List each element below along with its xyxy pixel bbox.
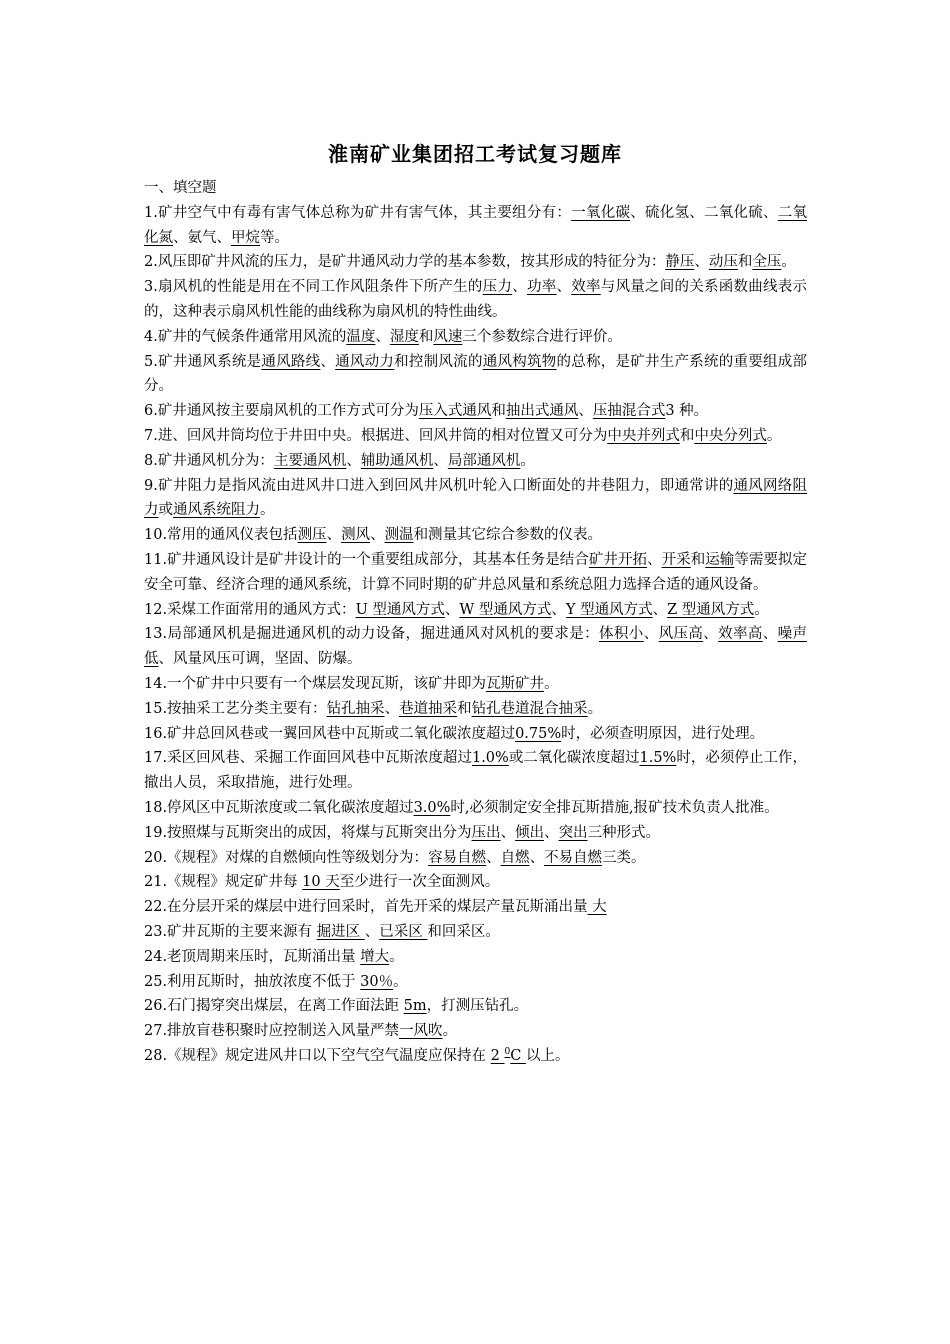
question-text: 5.矿井通风系统是 <box>144 353 262 370</box>
question-text: 、 <box>544 824 559 841</box>
answer-blank: 风速 <box>433 328 463 345</box>
question-item <box>144 275 807 325</box>
question-text: 。 <box>544 675 559 692</box>
question-text: 3.扇风机的性能是用在不同工作风阻条件下所产生的 <box>144 279 483 296</box>
question-text: 的总称，是矿井生产系统的重要组成部分。 <box>144 353 808 395</box>
question-text: 、 <box>433 452 448 469</box>
answer-blank: 矿井开拓 <box>588 551 648 568</box>
question-item <box>144 424 807 449</box>
answer-blank: 1.0% <box>471 750 509 767</box>
section-heading: 一、填空题 <box>144 180 217 196</box>
question-text: 时，必须查明原因，进行处理。 <box>561 725 765 742</box>
question-text: 以上。 <box>525 1047 570 1064</box>
answer-blank: 风压高 <box>658 626 704 643</box>
question-text: 、 <box>551 601 566 618</box>
question-item <box>144 672 807 697</box>
question-item <box>144 697 807 722</box>
answer-blank: 一风吹 <box>399 1023 443 1040</box>
question-item <box>144 870 807 895</box>
answer-blank: 压力 <box>482 279 513 296</box>
question-text: 14.一个矿井中只要有一个煤层发现瓦斯，该矿井即为 <box>144 675 487 692</box>
question-text: 和测量其它综合参数的仪表。 <box>413 527 603 544</box>
question-text: 、 <box>652 601 668 618</box>
answer-blank: 0.75% <box>515 725 562 742</box>
question-item <box>144 474 807 524</box>
question-text: 、 <box>346 452 361 469</box>
answer-blank: 已采区 <box>379 923 428 940</box>
question-item <box>144 325 807 350</box>
answer-blank: 测压 <box>297 527 327 544</box>
answer-blank: 温度 <box>346 328 376 345</box>
question-item <box>144 201 807 251</box>
question-item <box>144 350 807 400</box>
question-item <box>144 449 807 474</box>
question-text: 21.《规程》规定矿井每 <box>144 874 303 891</box>
question-text: 13.局部通风机是掘进通风机的动力设备，掘进通风对风机的要求是： <box>144 626 600 643</box>
question-text: 7.进、回风井筒均位于井田中央。根据进、回风井筒的相对位置又可分为 <box>144 427 608 444</box>
answer-blank: 容易自燃 <box>428 849 487 866</box>
question-text: 、 <box>370 527 385 544</box>
question-item <box>144 399 807 424</box>
answer-blank: W 型通风方式 <box>459 601 552 618</box>
question-text: 18.停风区中瓦斯浓度或二氧化碳浓度超过 <box>144 799 414 816</box>
question-text: 、 <box>529 849 545 866</box>
question-text: 24.老顶周期来压时，瓦斯涌出量 <box>144 948 361 965</box>
answer-blank: 自燃 <box>500 849 530 866</box>
question-text: ，打测压钻孔。 <box>426 998 529 1015</box>
answer-blank: 瓦斯矿井 <box>486 675 545 692</box>
question-text: 1.矿井空气中有毒有害气体总称为矿井有害气体，其主要组分有： <box>144 204 572 221</box>
answer-blank: 30％ <box>360 973 394 990</box>
question-text: 和 <box>679 427 695 444</box>
question-text: 。 <box>389 948 404 965</box>
question-text: 、风量风压可调，坚固、防爆。 <box>158 651 362 668</box>
question-text: 16.矿井总回风巷或一翼回风巷中瓦斯或二氧化碳浓度超过 <box>144 725 516 742</box>
question-text: 11.矿井通风设计是矿井设计的一个重要组成部分，其基本任务是结合 <box>144 551 589 568</box>
question-text: 等需要拟定安全可靠、经济合理的通风系统，计算不同时期的矿井总风量和系统总阻力选择合适的通风设备。 <box>144 551 808 593</box>
question-text: 、 <box>643 626 659 643</box>
answer-blank: 突出 <box>558 824 588 841</box>
question-text: 。 <box>766 427 782 444</box>
question-text: 20.《规程》对煤的自燃倾向性等级划分为： <box>144 849 429 866</box>
question-text: 28.《规程》规定进风井口以下空气空气温度应保持在 <box>144 1047 491 1064</box>
question-text: 22.在分层开采的煤层中进行回采时，首先开采的煤层产量瓦斯涌出量 <box>144 899 588 916</box>
question-item <box>144 920 807 945</box>
answer-blank: 中央分列式 <box>694 427 767 444</box>
question-text: 17.采区回风巷、采掘工作面回风巷中瓦斯浓度超过 <box>144 750 472 767</box>
question-text: 、 <box>375 328 390 345</box>
question-text: 、 <box>556 279 572 296</box>
question-text: 三个参数综合进行评价。 <box>462 328 622 345</box>
question-text: 。 <box>754 601 769 618</box>
question-item <box>144 1044 807 1069</box>
question-text: 。 <box>260 502 275 519</box>
question-item <box>144 598 807 623</box>
answer-blank: 0 <box>504 1047 511 1058</box>
question-text: 、 <box>578 403 593 420</box>
answer-blank: 1.5% <box>639 750 677 767</box>
question-text: 、 <box>444 601 460 618</box>
question-text: 。 <box>781 254 796 271</box>
question-text: 2.风压即矿井风流的压力，是矿井通风动力学的基本参数，按其形成的特征分为： <box>144 254 666 271</box>
question-text: 26.石门揭穿突出煤层，在离工作面法距 <box>144 998 404 1015</box>
answer-blank: 增大 <box>360 948 390 965</box>
question-text: 三类。 <box>602 849 646 866</box>
question-item <box>144 746 807 796</box>
answer-blank: 中央并列式 <box>607 427 680 444</box>
question-item <box>144 994 807 1019</box>
question-text: 27.排放盲巷积聚时应控制送入风量严禁 <box>144 1023 400 1040</box>
answer-blank: 2 <box>490 1047 505 1064</box>
question-text: 等。 <box>260 229 289 246</box>
question-text: 与风量之间的关系函数曲线表示的，这种表示扇风机性能的曲线称为扇风机的特性曲线。 <box>144 279 808 320</box>
question-text: 和 <box>737 254 753 271</box>
question-text: 、 <box>486 849 501 866</box>
answer-blank: 辅助通风机 <box>360 452 434 469</box>
question-text: 时,必须制定安全排瓦斯措施,报矿技术负责人批准。 <box>450 799 779 816</box>
question-text: 4.矿井的气候条件通常用风流的 <box>144 328 347 345</box>
question-text: 至少进行一次全面测风。 <box>339 874 500 891</box>
answer-blank: C <box>510 1047 526 1064</box>
question-text: 19.按照煤与瓦斯突出的成因，将煤与瓦斯突出分为 <box>144 824 472 841</box>
answer-blank: 通风网络阻力 <box>144 477 807 519</box>
answer-blank: 压出 <box>471 824 501 841</box>
question-text: 和 <box>690 551 706 568</box>
answer-blank: 压抽混合式 <box>592 403 666 420</box>
question-item <box>144 1019 807 1044</box>
answer-blank: 一氧化碳 <box>571 204 631 221</box>
answer-blank: 3.0% <box>413 799 451 816</box>
answer-blank: Z 型通风方式 <box>667 601 755 618</box>
answer-blank: 不易自燃 <box>544 849 603 866</box>
question-item <box>144 945 807 970</box>
question-text: 、 <box>647 551 662 568</box>
question-text: 。 <box>393 973 408 990</box>
question-item <box>144 895 807 920</box>
answer-blank: 噪声低 <box>144 626 808 668</box>
answer-blank: 动压 <box>708 254 738 271</box>
question-text: 12.采煤工作面常用的通风方式： <box>144 601 356 618</box>
question-item <box>144 796 807 821</box>
question-text: 25.利用瓦斯时，抽放浓度不低于 <box>144 973 361 990</box>
answer-blank: 5m <box>403 998 427 1015</box>
answer-blank: 10 天 <box>302 874 340 891</box>
answer-blank: 全压 <box>752 254 782 271</box>
question-text: 和 <box>418 328 434 345</box>
answer-blank: 通风系统阻力 <box>173 502 260 519</box>
question-item <box>144 722 807 747</box>
answer-blank: 大 <box>587 899 607 916</box>
question-text: 时，必须停止工作，撤出人员，采取措施，进行处理。 <box>144 750 808 792</box>
answer-blank: 二氧化氮 <box>144 204 808 246</box>
question-item <box>144 821 807 846</box>
question-text: 和控制风流的 <box>394 353 483 370</box>
answer-blank: 抽出式通风 <box>505 403 579 420</box>
question-text: 和回采区。 <box>427 923 500 940</box>
question-text: 6.矿井通风按主要扇风机的工作方式可分为 <box>144 403 419 420</box>
question-text: 。 <box>587 700 603 717</box>
question-text: 、 <box>500 824 516 841</box>
answer-blank: 开采 <box>661 551 691 568</box>
answer-blank: 测温 <box>384 527 414 544</box>
answer-blank: 倾出 <box>515 824 545 841</box>
answer-blank: 功率 <box>526 279 557 296</box>
question-text: 、硫化氢、二氧化硫、 <box>630 204 778 221</box>
answer-blank: 测风 <box>341 527 371 544</box>
answer-blank: 湿度 <box>389 328 419 345</box>
answer-blank: 静压 <box>665 254 695 271</box>
question-text: 、 <box>512 279 527 296</box>
answer-blank: 甲烷 <box>231 229 260 246</box>
answer-blank: U 型通风方式 <box>355 601 445 618</box>
question-list <box>144 201 807 1069</box>
answer-blank: 钻孔抽采 <box>326 700 385 717</box>
question-text: 3 种。 <box>665 403 709 420</box>
answer-blank: 主要通风机 <box>273 452 347 469</box>
answer-blank: 运输 <box>705 551 735 568</box>
answer-blank: 效率 <box>571 279 601 296</box>
answer-blank: 掘进区 <box>316 923 365 940</box>
question-item <box>144 548 807 598</box>
question-text: 三种形式。 <box>587 824 661 841</box>
question-text: 或 <box>158 502 173 519</box>
question-text: 、 <box>326 527 342 544</box>
answer-blank: 通风动力 <box>335 353 395 370</box>
answer-blank: 通风路线 <box>261 353 321 370</box>
question-text: 、 <box>703 626 719 643</box>
question-item <box>144 846 807 871</box>
answer-blank: 钻孔巷道混合抽采 <box>471 700 588 717</box>
question-text: 、氨气、 <box>173 229 231 246</box>
question-item <box>144 970 807 995</box>
question-text: 、 <box>384 700 400 717</box>
question-text: 或二氧化碳浓度超过 <box>508 750 640 767</box>
question-text: 15.按抽采工艺分类主要有： <box>144 700 327 717</box>
question-text: 和 <box>457 700 472 717</box>
question-item <box>144 250 807 275</box>
document-body <box>144 176 807 1069</box>
question-item <box>144 523 807 548</box>
answer-blank: 效率高 <box>718 626 763 643</box>
question-text: 。 <box>442 1023 458 1040</box>
question-item <box>144 622 807 672</box>
question-text: 9.矿井阻力是指风流由进风井口进入到回风井风机叶轮入口断面处的井巷阻力，即通常讲的 <box>144 477 734 494</box>
answer-blank: Y 型通风方式 <box>565 601 653 618</box>
answer-blank: 压入式通风 <box>418 403 492 420</box>
answer-blank: 体积小 <box>599 626 644 643</box>
question-text: 、 <box>694 254 709 271</box>
question-text: 和 <box>491 403 506 420</box>
answer-blank: 巷道抽采 <box>399 700 458 717</box>
question-text: 、 <box>320 353 336 370</box>
question-text: 、 <box>762 626 778 643</box>
answer-blank: 通风构筑物 <box>482 353 557 370</box>
question-text: 10.常用的通风仪表包括 <box>144 527 298 544</box>
question-text: 、 <box>364 923 380 940</box>
document-title: 淮南矿业集团招工考试复习题库 <box>328 142 622 166</box>
question-text: 。 <box>520 452 535 469</box>
question-text: 8.矿井通风机分为： <box>144 452 274 469</box>
question-text: 23.矿井瓦斯的主要来源有 <box>144 923 317 940</box>
answer-blank: 局部通风机 <box>447 452 521 469</box>
